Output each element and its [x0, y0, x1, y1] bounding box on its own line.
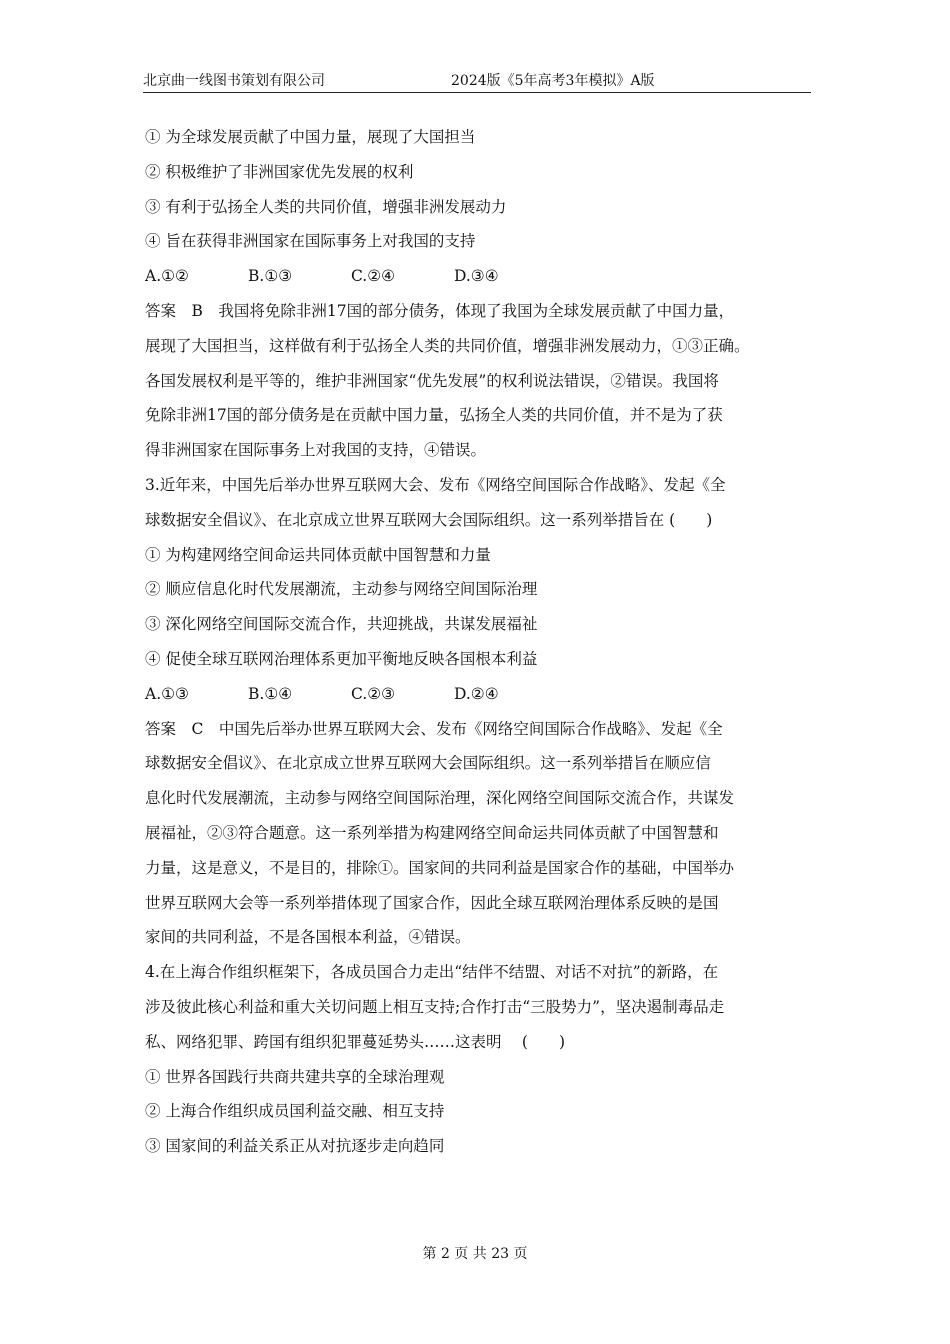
text-line: ① 世界各国践行共商共建共享的全球治理观 — [145, 1067, 445, 1086]
text-line: 4.在上海合作组织框架下，各成员国合力走出“结伴不结盟、对话不对抗”的新路，在 — [145, 963, 719, 982]
text-line: 家间的共同利益，不是各国根本利益，④错误。 — [145, 928, 471, 947]
answer-option: C.②③ — [351, 684, 396, 703]
page-number: 第 2 页 共 23 页 — [422, 1246, 528, 1262]
text-line: ③ 国家间的利益关系正从对抗逐步走向趋同 — [145, 1137, 445, 1156]
text-line: ① 为构建网络空间命运共同体贡献中国智慧和力量 — [145, 545, 491, 564]
text-line: 免除非洲17国的部分债务是在贡献中国力量，弘扬全人类的共同价值，并不是为了获 — [145, 406, 723, 425]
answer-option: A.①② — [145, 267, 189, 286]
document-body — [145, 120, 815, 1164]
book-title: 2024版《5年高考3年模拟》A版 — [451, 73, 655, 89]
text-line: ② 上海合作组织成员国利益交融、相互支持 — [145, 1102, 445, 1121]
text-line: 息化时代发展潮流，主动参与网络空间国际治理，深化网络空间国际交流合作，共谋发 — [145, 789, 735, 808]
text-line: 展福祉，②③符合题意。这一系列举措为构建网络空间命运共同体贡献了中国智慧和 — [145, 823, 719, 842]
text-line: 力量，这是意义，不是目的，排除①。国家间的共同利益是国家合作的基础，中国举办 — [145, 858, 735, 877]
text-line: 世界互联网大会等一系列举措体现了国家合作，因此全球互联网治理体系反映的是国 — [145, 893, 719, 912]
text-line: 球数据安全倡议》、在北京成立世界互联网大会国际组织。这一系列举措旨在顺应信 — [145, 754, 711, 773]
text-line: ② 积极维护了非洲国家优先发展的权利 — [145, 162, 414, 181]
text-line: 得非洲国家在国际事务上对我国的支持，④错误。 — [145, 441, 487, 460]
text-line: 私、网络犯罪、跨国有组织犯罪蔓延势头……这表明 ( ) — [145, 1032, 566, 1051]
text-line: ② 顺应信息化时代发展潮流，主动参与网络空间国际治理 — [145, 580, 538, 599]
text-line: 答案 C 中国先后举办世界互联网大会、发布《网络空间国际合作战略》、发起《全 — [145, 719, 723, 738]
text-line: ④ 促使全球互联网治理体系更加平衡地反映各国根本利益 — [145, 649, 538, 668]
text-line: ③ 深化网络空间国际交流合作，共迎挑战，共谋发展福祉 — [145, 615, 538, 634]
text-line: 各国发展权利是平等的，维护非洲国家“优先发展”的权利说法错误，②错误。我国将 — [145, 371, 719, 390]
answer-option: C.②④ — [351, 267, 396, 286]
answer-option: D.②④ — [454, 684, 499, 703]
answer-options-row — [145, 677, 815, 712]
text-line: 球数据安全倡议》、在北京成立世界互联网大会国际组织。这一系列举措旨在 ( ) — [145, 510, 713, 529]
answer-option: B.①④ — [248, 684, 293, 703]
publisher-name: 北京曲一线图书策划有限公司 — [143, 73, 325, 89]
answer-options-row — [145, 259, 815, 294]
text-line: 涉及彼此核心利益和重大关切问题上相互支持;合作打击“三股势力”，坚决遏制毒品走 — [145, 997, 725, 1016]
text-line: 3.近年来，中国先后举办世界互联网大会、发布《网络空间国际合作战略》、发起《全 — [145, 475, 726, 494]
answer-option: A.①③ — [145, 684, 189, 703]
answer-option: B.①③ — [248, 267, 293, 286]
text-line: ③ 有利于弘扬全人类的共同价值，增强非洲发展动力 — [145, 197, 507, 216]
text-line: 答案 B 我国将免除非洲17国的部分债务，体现了我国为全球发展贡献了中国力量， — [145, 301, 735, 320]
text-line: 展现了大国担当，这样做有利于弘扬全人类的共同价值，增强非洲发展动力，①③正确。 — [145, 336, 750, 355]
text-line: ① 为全球发展贡献了中国力量，展现了大国担当 — [145, 128, 476, 146]
answer-option: D.③④ — [454, 267, 499, 286]
page-header — [143, 70, 811, 93]
text-line: ④ 旨在获得非洲国家在国际事务上对我国的支持 — [145, 232, 476, 251]
